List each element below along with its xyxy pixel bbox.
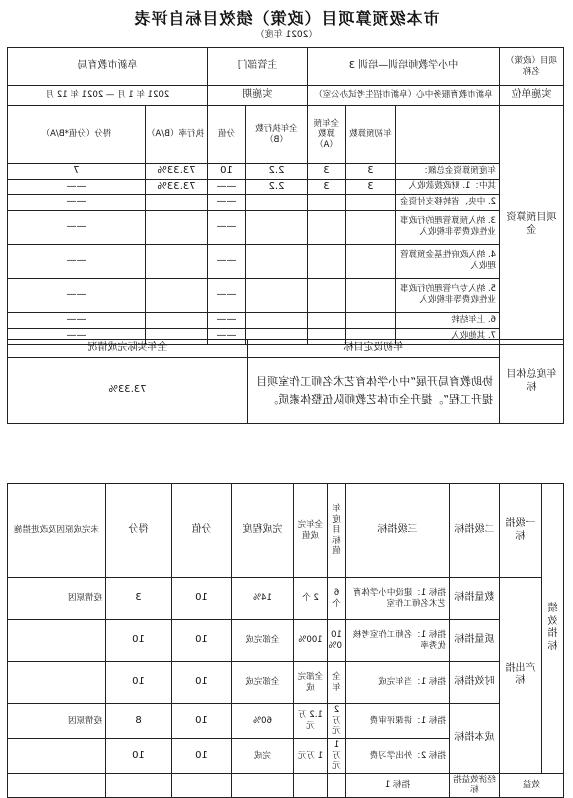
fund-row-initial — [346, 278, 396, 312]
indicator-target: 100% — [328, 620, 346, 662]
indicator-progress: 60% — [232, 704, 294, 739]
fund-row-rate: 73.33% — [145, 164, 207, 180]
goal-actual-text: 73.33% — [8, 358, 248, 424]
page-title: 市本级预算项目（政策）绩效目标自评表 — [133, 9, 440, 28]
indicator-actual: 2 个 — [294, 578, 328, 620]
indicator-level3: 指标 2：外出学习费 — [346, 738, 450, 773]
indicator-actual: 100% — [294, 620, 328, 662]
indicator-actual: 1.2 万元 — [294, 704, 328, 739]
indicator-weight: 10 — [172, 662, 232, 704]
indicator-weight: 10 — [172, 620, 232, 662]
indicator-level2: 时效指标 — [450, 662, 500, 704]
fund-row — [7, 210, 563, 244]
fund-row-weight: —— — [207, 210, 245, 244]
goal-section-label: 年度总体目标 — [500, 340, 564, 424]
ind-header-actual: 全年完成值 — [294, 484, 328, 578]
goal-actual-label: 全年实际完成情况 — [8, 340, 248, 358]
fund-row-adjusted — [307, 244, 345, 278]
indicator-row — [8, 578, 564, 620]
fund-header-weight: 分值 — [207, 106, 245, 164]
fund-row-initial — [346, 195, 396, 211]
fund-row-adjusted — [307, 210, 345, 244]
goal-table — [7, 339, 564, 424]
indicator-reason — [8, 662, 106, 704]
ind-header-progress: 完成程度 — [232, 484, 294, 578]
fund-row-label: 3. 纳入预算管理的行政事业性收费等非税收入 — [396, 210, 500, 244]
ind-header-level2: 二级指标 — [450, 484, 500, 578]
indicator-section-label: 绩效指标 — [542, 484, 564, 774]
fund-header-blank — [396, 106, 500, 164]
fund-row-rate — [145, 278, 207, 312]
fund-row-adjusted: 3 — [307, 164, 345, 180]
fund-row-label: 4. 纳入政府性基金预算管理收入 — [396, 244, 500, 278]
fund-row-score: —— — [7, 179, 145, 195]
fund-row-executed — [245, 195, 307, 211]
indicator-score: 10 — [106, 662, 172, 704]
fund-row-adjusted — [307, 195, 345, 211]
indicator-level3: 指标 1：讲课评审费 — [346, 704, 450, 739]
econ-benefit-label: 经济效益指标 — [450, 773, 500, 797]
indicator-target: 6 个 — [328, 578, 346, 620]
indicator-progress: 全部完成 — [232, 620, 294, 662]
indicator-reason — [8, 620, 106, 662]
fund-row-weight: —— — [207, 179, 245, 195]
fund-row-score: —— — [7, 312, 145, 328]
indicator-reason: 疫情原因 — [8, 704, 106, 739]
page-year: （2021 年度） — [255, 30, 318, 40]
benefit-empty-cell — [232, 773, 294, 797]
fund-row-rate — [145, 195, 207, 211]
indicator-target: 2 万元 — [328, 704, 346, 739]
fund-row-weight: —— — [207, 244, 245, 278]
fund-row-weight: —— — [207, 312, 245, 328]
fund-row-initial — [346, 244, 396, 278]
output-label: 产出指标 — [500, 578, 542, 774]
indicator-score: 8 — [106, 704, 172, 739]
indicator-table — [7, 483, 564, 798]
fund-row — [7, 312, 563, 328]
ind-header-reason: 未完成原因及改进措施 — [8, 484, 106, 578]
fund-row-rate — [145, 210, 207, 244]
fund-row-weight: —— — [207, 195, 245, 211]
fund-row-label: 6. 上年结转 — [396, 312, 500, 328]
indicator-level2: 质量指标 — [450, 620, 500, 662]
fund-row — [7, 278, 563, 312]
fund-row-executed — [245, 210, 307, 244]
indicator-level3: 指标 1：名师工作室考核优秀率 — [346, 620, 450, 662]
indicator-row — [8, 704, 564, 739]
fund-row-initial: 3 — [346, 179, 396, 195]
fund-row-weight: 10 — [207, 164, 245, 180]
fund-row-weight: —— — [207, 328, 245, 344]
project-name-label: 项目（政策）名称 — [500, 48, 564, 86]
benefit-empty-cell — [8, 773, 106, 797]
indicator-reason — [8, 738, 106, 773]
indicator-level3: 指标 1：建设中小学体育艺术名师工作室 — [346, 578, 450, 620]
fund-row-score: 7 — [7, 164, 145, 180]
fund-row-weight: —— — [207, 278, 245, 312]
fund-row-score: —— — [7, 195, 145, 211]
ind-header-target: 年度目标值 — [328, 484, 346, 578]
fund-row-score: —— — [7, 210, 145, 244]
fund-row-executed — [245, 244, 307, 278]
goal-preset-text: 协助教育局开展“中小学体育艺术名师工作室项目提升工程”。提升全市体艺教师队伍整体素质。 — [248, 358, 500, 424]
fund-row-rate: 73.33% — [145, 179, 207, 195]
indicator-weight: 10 — [172, 704, 232, 739]
benefit-empty-cell — [328, 773, 346, 797]
fund-row-adjusted — [307, 312, 345, 328]
fund-row-executed: 2.2 — [245, 164, 307, 180]
indicator-reason: 疫情原因 — [8, 578, 106, 620]
fund-header-score: 得分（分值*B/A） — [7, 106, 145, 164]
ind-header-score: 得分 — [106, 484, 172, 578]
fund-row-label: 年度预算资金总额： — [396, 164, 500, 180]
benefit-empty-cell — [106, 773, 172, 797]
period-value: 2021 年 1 月 — 2021 年 12 月 — [7, 86, 207, 106]
fund-row-adjusted — [307, 278, 345, 312]
indicator-progress: 14% — [232, 578, 294, 620]
period-label: 实施期 — [207, 86, 307, 106]
fund-row-executed — [245, 278, 307, 312]
goal-preset-label: 年初设定目标 — [248, 340, 500, 358]
dept-value: 阜新市教育局 — [7, 48, 207, 86]
indicator-score: 10 — [106, 738, 172, 773]
fund-row-executed: 2.2 — [245, 179, 307, 195]
indicator-actual: 全部完成 — [294, 662, 328, 704]
fund-row-label: 7. 其他收入 — [396, 328, 500, 344]
fund-row-executed — [245, 312, 307, 328]
fund-header-rate: 执行率（B/A） — [145, 106, 207, 164]
fund-row-score: —— — [7, 328, 145, 344]
indicator-level2: 数量指标 — [450, 578, 500, 620]
fund-row-rate — [145, 244, 207, 278]
unit-label: 实施单位 — [500, 86, 564, 106]
project-name: 中小学教师培训—培训 3 — [307, 48, 499, 86]
econ-indicator-label: 指标 1 — [346, 773, 450, 797]
fund-row-score: —— — [7, 278, 145, 312]
fund-header-adjusted: 全年预算数（A） — [307, 106, 345, 164]
indicator-weight: 10 — [172, 578, 232, 620]
indicator-target: 1 万元 — [328, 738, 346, 773]
fund-row-initial: 3 — [346, 164, 396, 180]
fund-row — [7, 179, 563, 195]
ind-header-level3: 三级指标 — [346, 484, 450, 578]
fund-row-initial — [346, 210, 396, 244]
fund-row — [7, 164, 563, 180]
ind-header-level1: 一级指标 — [500, 484, 542, 578]
indicator-weight: 10 — [172, 738, 232, 773]
benefit-empty-cell — [172, 773, 232, 797]
benefit-label: 效益 — [500, 773, 564, 797]
fund-row-adjusted: 3 — [307, 179, 345, 195]
fund-row-label: 其中：1. 财政拨款收入 — [396, 179, 500, 195]
indicator-target: 全年 — [328, 662, 346, 704]
fund-row-score: —— — [7, 244, 145, 278]
indicator-progress: 全部完成 — [232, 662, 294, 704]
benefit-empty-cell — [294, 773, 328, 797]
dept-label: 主管部门 — [207, 48, 307, 86]
indicator-actual: 1 万元 — [294, 738, 328, 773]
indicator-progress: 完成 — [232, 738, 294, 773]
fund-row — [7, 244, 563, 278]
indicator-row — [8, 620, 564, 662]
fund-row-initial — [346, 312, 396, 328]
fund-row-label: 5. 纳入专户管理的行政事业性收费等非税收入 — [396, 278, 500, 312]
fund-table — [7, 47, 564, 345]
ind-header-weight: 分值 — [172, 484, 232, 578]
fund-row-label: 2. 中央、省转移支付资金 — [396, 195, 500, 211]
fund-header-initial: 年初预算数 — [346, 106, 396, 164]
fund-row — [7, 195, 563, 211]
fund-section-label: 项目预算资金 — [500, 106, 564, 345]
indicator-level3: 指标 1：当年完成 — [346, 662, 450, 704]
fund-row-rate — [145, 312, 207, 328]
indicator-level2: 成本指标 — [450, 704, 500, 774]
indicator-row — [8, 662, 564, 704]
fund-header-executed: 全年执行数（B） — [245, 106, 307, 164]
indicator-score: 3 — [106, 578, 172, 620]
indicator-score: 10 — [106, 620, 172, 662]
benefit-row — [8, 773, 564, 797]
unit-value: 阜新市教育服务中心（阜新市招生考试办公室） — [307, 86, 499, 106]
